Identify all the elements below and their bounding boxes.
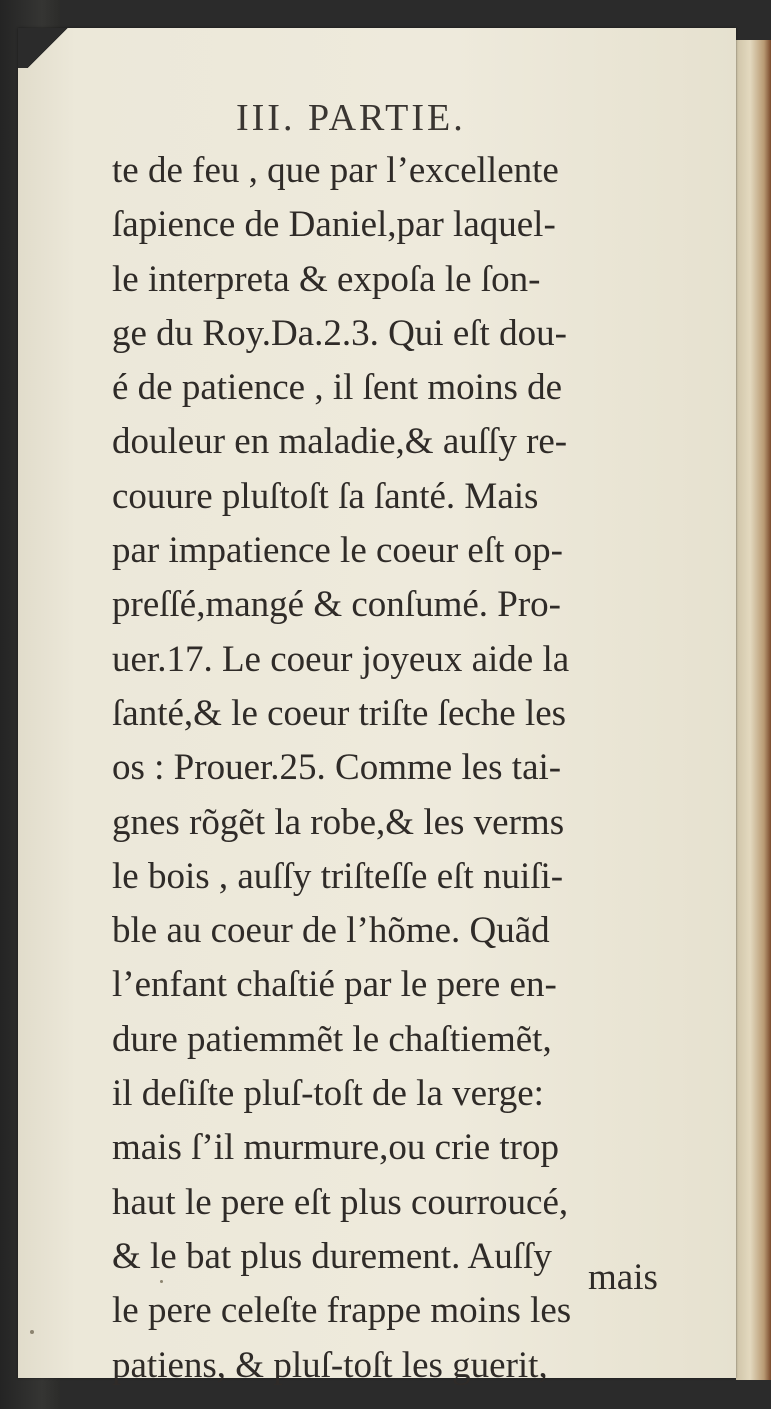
book-page-edges	[736, 40, 771, 1380]
text-line: os : Prouer.25. Comme les tai-	[112, 747, 562, 789]
text-line: ge du Roy.Da.2.3. Qui eſt dou-	[112, 312, 567, 354]
paper-speck	[30, 1330, 34, 1334]
text-line: ſapience de Daniel,par laquel-	[112, 204, 556, 246]
text-line: douleur en maladie,& auſſy re-	[112, 421, 568, 463]
text-line: couure pluſtoſt ſa ſanté. Mais	[112, 475, 539, 517]
text-line: il deſiſte pluſ-toſt de la verge:	[112, 1073, 544, 1115]
text-line: patiens, & pluſ-toſt les guerit,	[112, 1344, 548, 1386]
text-line: uer.17. Le coeur joyeux aide la	[112, 638, 570, 680]
paper-speck	[160, 1280, 163, 1283]
text-line: ſanté,& le coeur triſte ſeche les	[112, 692, 567, 734]
text-line: é de patience , il ſent moins de	[112, 367, 563, 409]
text-line: preſſé,mangé & conſumé. Pro-	[112, 584, 562, 626]
running-header: III. PARTIE.	[236, 97, 466, 139]
text-line: & le bat plus durement. Auſſy	[112, 1235, 552, 1277]
text-line: ble au coeur de l’hõme. Quãd	[112, 910, 550, 952]
body-text	[112, 144, 712, 1393]
text-line: l’enfant chaſtié par le pere en-	[112, 964, 557, 1006]
text-line: gnes rõgẽt la robe,& les verms	[112, 801, 565, 843]
text-line: le bois , auſſy triſteſſe eſt nuiſi-	[112, 855, 564, 897]
text-line: dure patiemmẽt le chaſtiemẽt,	[112, 1018, 552, 1060]
text-line: haut le pere eſt plus courroucé,	[112, 1181, 569, 1223]
text-line: le interpreta & expoſa le ſon-	[112, 258, 541, 300]
text-line: mais ſ’il murmure,ou crie trop	[112, 1127, 559, 1169]
text-line: le pere celeſte frappe moins les	[112, 1290, 572, 1332]
catchword: mais	[588, 1257, 658, 1298]
text-line: par impatience le coeur eſt op-	[112, 530, 563, 572]
text-line: te de feu , que par l’excellente	[112, 150, 559, 191]
